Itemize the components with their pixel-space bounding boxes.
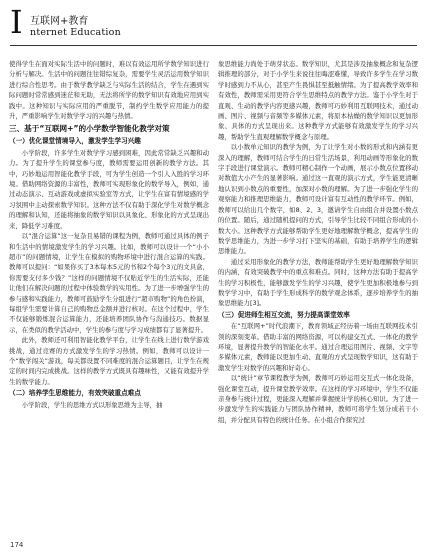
header-title-zh: 互联网+教育 (30, 16, 89, 27)
right-column (218, 59, 418, 425)
paragraph: 小学阶段，许多学生对数学学习感到困难，因此常常缺乏兴趣和动力。为了提升学生的课堂参与度，教师需要运用创新的教学方法。其中，巧妙地运用智能化教学手段，可为学生创造一个引人入胜的学习环境。借助网络资源的丰富性，教师可实现形象化的数学导入，例如，通过动态演示、互动游戏或虚拟实验室等方式，让学生在富有情境感的学习氛围中主动探索数学知识。这种方法不仅有助于深化学生对数学概念的理解和认知，还能将抽象的数学知识以具象化、形象化的方式呈现出来，降低学习难度。 (9, 148, 209, 230)
paragraph: 此外，教师还可利用智能化教学平台，让学生在线上进行数学游戏挑战，通过竞赛的方式激发学生的学习热情。例如，教师可以设计一个“数学闯关”游戏，每关都设置不同难度的混合运算题目，让学生在规定的时间内完成挑战。这样的教学方式既具有趣味性，又能有效提升学生的数学能力。 (9, 336, 209, 386)
section-heading: 三、基于“互联网+”的小学数学智能化教学对策 (9, 124, 170, 134)
paragraph: 在“互联网+”时代浪潮下，教育领域正经历着一场由互联网技术引领的深刻变革。借助丰富的网络资源，可以构建交互式、一体化的教学环境，显著提升教学的智能化水平。通过合理运用图片、视频、文字等多媒体元素，教师能以更加生动、直观的方式呈现数学知识，这有助于激发学生对数学的兴趣和好奇心。 (218, 322, 418, 372)
paragraph: 以小数单元知识的教学为例，为了让学生对小数的形式和内涵有更深入的理解，教师可结合学生的日常生活场景，利用动画等形象化的数字手段进行课堂演示。教师可精心制作一个动画，展示小数点位置移动对数值大小产生的显著影响。通过这一直观的演示方式，学生能更清晰地认识到小数点的重要性，加深对小数的理解。为了进一步强化学生的观察能力和推理思维能力，教师可设计富有互动性的教学环节。例如，教师可以给出几个数字，如8、2、3，邀请学生自由组合并设置小数点的位置。随后，通过随机提问的方式，引导学生比较不同组合形成的小数大小。这种教学方式能够帮助学生更好地理解数学概念，提高学生的数学思维能力，为进一步学习打下坚实的基础，有助于培养学生的逻辑思维能力。 (218, 143, 418, 256)
paragraph: 以“混合运算”这一复杂且易错的课程为例，教师可通过具体的例子和生活中的情境激发学生的学习兴趣。比如，教师可以设计一个“小小超市”的问题情境，让学生在模拟的购物环境中进行混合运算的实践。教师可以提问：“如果你买了3本每本5元的书和2个每个3元的文具盒，你需要支付多少钱？”这样的问题情境不仅贴近学生的生活实际，还能让他们在解决问题的过程中体验数学的实用性。为了进一步增强学生的参与感和实践能力，教师可鼓励学生分组进行“超市购物”的角色扮演，每组学生需要计算自己的购物总金额并进行核对。在这个过程中，学生不仅能够锻炼混合运算能力，还能培养团队协作与沟通技巧。数据显示，在类似的教学活动中，学生的参与度与学习成绩都有了显著提升。 (9, 232, 209, 334)
paragraph: 以“统计”章节课程教学为例，教师可巧妙运用交互式一体化设备，强化课堂互动，提升课堂教学效率。在这样的学习环境中，学生不仅能亲身参与统计过程，更能深入理解并掌握统计学的核心知识。为了进一步激发学生的实践能力与团队协作精神，教师可将学生划分成若干小组，并分配具有特色的统计任务。在小组合作探究过 (218, 374, 418, 424)
paragraph: 通过采用形象化的教学方法，教师能帮助学生更好地理解数学知识的内涵，有效突破教学中的重点和难点。同时，这种方法有助于提高学生的学习积极性，能够激发学生的学习兴趣，使学生更加积极地参与到数学学习中，有助于学生形成科学的数学观念体系，逐步培养学生的抽象思维能力[3]。 (218, 257, 418, 308)
subsection-heading: （二）培养学生思维能力，有效突破重点难点 (9, 389, 141, 398)
paragraph: 小学阶段，学生的思维方式以形象思维为主导，抽 (21, 400, 163, 409)
header-title-en: nternet Education (30, 27, 121, 38)
header-rule (10, 45, 417, 46)
left-column (9, 59, 209, 410)
subsection-heading: （一）优化课堂情境导入，激发学生学习兴趣 (9, 137, 141, 146)
paragraph: 使得学生在面对实际生活中的问题时，难以有效运用所学数学知识进行分析与解决。生活中的问题往往错综复杂，需要学生灵活运用数学知识进行综合性思考。由于数学教学缺乏与实际生活的结合，学生在遇到实际问题时常常感到迷茫和无助，无法将所学的数学知识有效地应用到实践中。这种知识与实际应用的严重脱节，制约学生数学应用能力的提升，严重影响学生对数学学习的兴趣与热情。 (9, 60, 209, 121)
page-header (10, 5, 417, 51)
header-initial: I (10, 3, 23, 41)
page-number: 174 (10, 541, 24, 549)
paragraph: 象思维能力尚处于萌芽状态。数学知识，尤其是涉及抽象概念和复杂逻辑推理的部分，对于小学生来说往往晦涩难懂，导致许多学生在学习数学时感到力不从心，甚至产生畏惧甚至抵触情绪。为了提高教学效率和有效性，教师需采用更符合学生思维特点的教学方法。鉴于小学生对于直观、生动的教学内容更感兴趣，教师可巧妙利用互联网技术，通过动画、图片、视频与音频等多媒体元素，将原本枯燥的数学知识以更加形象、具体的方式呈现出来。这种教学方式能够有效激发学生的学习兴趣，帮助学生直观理解数学概念与原理。 (218, 60, 418, 141)
subsection-heading: （三）促进师生相互交流，努力提高课堂效率 (218, 310, 350, 319)
